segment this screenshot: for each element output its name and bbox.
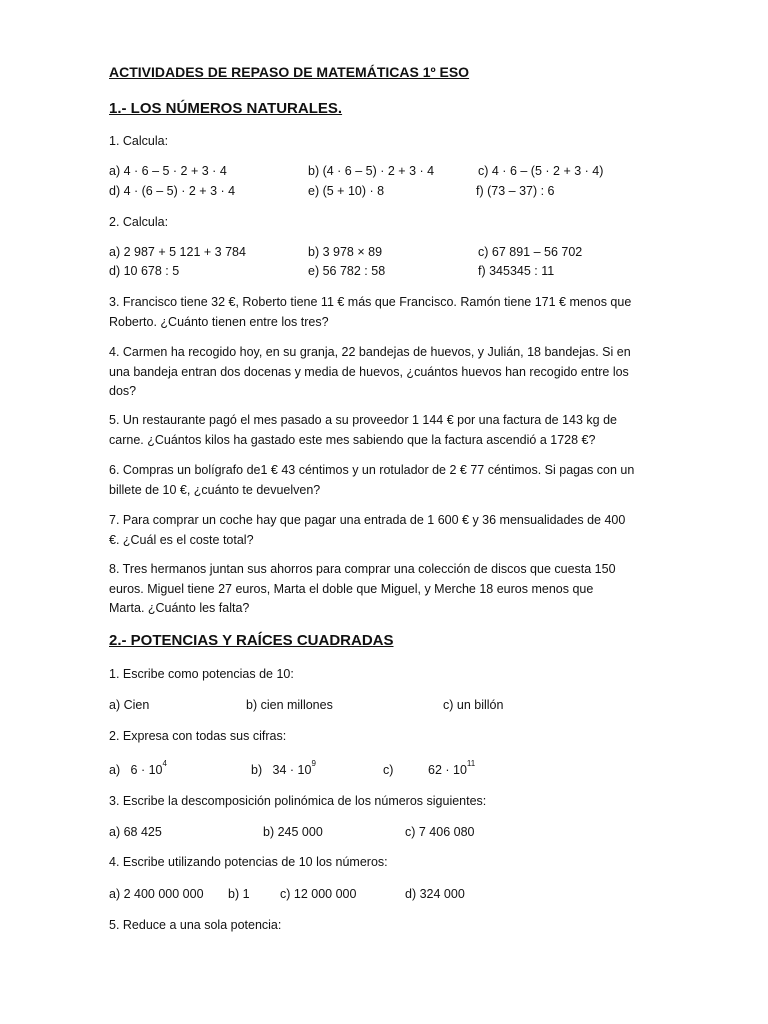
s2-q2-c-base: 62 · 10 (428, 763, 467, 777)
s2-q1-item-b: b) cien millones (246, 698, 333, 712)
s1-q6-line-1: 6. Compras un bolígrafo de1 € 43 céntimos y un rotulador de 2 € 77 céntimos. Si pagas con un (109, 463, 635, 477)
s1-q8 (109, 560, 616, 619)
s1-q1-item-b: b) (4 · 6 – 5) · 2 + 3 · 4 (308, 164, 435, 178)
s1-q2-item-d: d) 10 678 : 5 (109, 264, 180, 278)
s2-q3-item-b: b) 245 000 (263, 825, 323, 839)
s1-q5-line-1: 5. Un restaurante pagó el mes pasado a su proveedor 1 144 € por una factura de 143 kg de (109, 413, 617, 427)
s1-q4-line-2: una bandeja entran dos docenas y media de huevos, ¿cuántos huevos han recogido entre los (109, 364, 629, 379)
s2-q1-item-c: c) un billón (443, 698, 504, 712)
s1-q1-item-e: e) (5 + 10) · 8 (308, 184, 385, 198)
s1-q5-line-2: carne. ¿Cuántos kilos ha gastado este mes sabiendo que la factura ascendió a 1728 €? (109, 432, 596, 447)
s2-q2-label: 2. Expresa con todas sus cifras: (109, 729, 287, 743)
s2-q4-item-c: c) 12 000 000 (280, 887, 357, 901)
s2-q2-b-exponent: 9 (311, 759, 316, 768)
s2-q1-item-a: a) Cien (109, 698, 150, 712)
s1-q1-label: 1. Calcula: (109, 134, 169, 148)
s1-q1-item-d: d) 4 · (6 – 5) · 2 + 3 · 4 (109, 184, 236, 198)
s1-q4-line-3: dos? (109, 384, 137, 398)
s1-q5 (109, 411, 617, 450)
s2-q2-b-label: b) (251, 763, 263, 777)
s1-q4-line-1: 4. Carmen ha recogido hoy, en su granja, 22 bandejas de huevos, y Julián, 18 bandejas. Si en (109, 345, 631, 359)
s2-q2-c-label: c) (383, 763, 394, 777)
s2-q4-item-d: d) 324 000 (405, 887, 465, 901)
s1-q8-line-3: Marta. ¿Cuánto les falta? (109, 601, 250, 615)
s2-q2-a-exponent: 4 (162, 759, 167, 768)
s1-q2-item-e: e) 56 782 : 58 (308, 264, 386, 278)
s2-q3-item-a: a) 68 425 (109, 825, 162, 839)
s2-q4-item-b: b) 1 (228, 887, 250, 901)
s1-q7-line-1: 7. Para comprar un coche hay que pagar una entrada de 1 600 € y 36 mensualidades de 400 (109, 513, 626, 527)
s1-q7-line-2: €. ¿Cuál es el coste total? (109, 532, 254, 547)
s2-q2-item-a (109, 759, 167, 777)
section-2-heading: 2.- POTENCIAS Y RAÍCES CUADRADAS (109, 632, 394, 649)
s2-q2-item-b (251, 759, 316, 777)
s2-q2-a-base: 6 · 10 (130, 763, 163, 777)
s1-q1-item-c: c) 4 · 6 – (5 · 2 + 3 · 4) (478, 164, 604, 178)
s1-q8-line-2: euros. Miguel tiene 27 euros, Marta el doble que Miguel, y Merche 18 euros menos que (109, 581, 594, 596)
s2-q2-c-exponent: 11 (466, 759, 476, 768)
s1-q2-item-b: b) 3 978 × 89 (308, 245, 383, 259)
s1-q2-item-a: a) 2 987 + 5 121 + 3 784 (109, 245, 246, 259)
s2-q2-b-base: 34 · 10 (272, 763, 312, 777)
s2-q4-label: 4. Escribe utilizando potencias de 10 los números: (109, 855, 388, 869)
s1-q8-line-1: 8. Tres hermanos juntan sus ahorros para comprar una colección de discos que cuesta 150 (109, 562, 616, 576)
s1-q2-item-c: c) 67 891 – 56 702 (478, 245, 583, 259)
s1-q2-label: 2. Calcula: (109, 215, 169, 229)
s2-q4-item-a: a) 2 400 000 000 (109, 887, 204, 901)
s2-q5-label: 5. Reduce a una sola potencia: (109, 918, 282, 932)
s2-q2-a-label: a) (109, 763, 121, 777)
s1-q4 (109, 343, 631, 402)
s1-q6-line-2: billete de 10 €, ¿cuánto te devuelven? (109, 482, 321, 497)
s1-q3-line-1: 3. Francisco tiene 32 €, Roberto tiene 11 € más que Francisco. Ramón tiene 171 € menos que (109, 295, 632, 309)
s1-q6 (109, 461, 634, 500)
s1-q1-item-a: a) 4 · 6 – 5 · 2 + 3 · 4 (109, 164, 227, 178)
s2-q1-label: 1. Escribe como potencias de 10: (109, 667, 294, 681)
s2-q2-item-c (428, 759, 476, 777)
s1-q2-item-f: f) 345345 : 11 (478, 264, 555, 278)
document-title: ACTIVIDADES DE REPASO DE MATEMÁTICAS 1º ESO (109, 64, 470, 80)
s1-q1-item-f: f) (73 – 37) : 6 (476, 184, 555, 198)
s1-q3-line-2: Roberto. ¿Cuánto tienen entre los tres? (109, 314, 329, 329)
s1-q3 (109, 293, 631, 332)
s2-q3-item-c: c) 7 406 080 (405, 825, 475, 839)
s1-q7 (109, 511, 625, 550)
section-1-heading: 1.- LOS NÚMEROS NATURALES. (109, 100, 343, 117)
s2-q3-label: 3. Escribe la descomposición polinómica de los números siguientes: (109, 794, 487, 808)
